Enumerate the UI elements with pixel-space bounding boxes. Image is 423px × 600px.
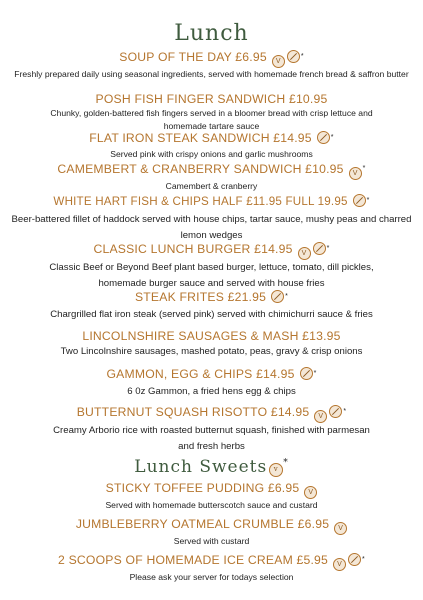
item-description: Classic Beef or Beyond Beef plant based burger, lettuce, tomato, dill pickles, homemade burger sauce and served with house fries	[49, 262, 374, 289]
sweets-title	[0, 457, 423, 477]
star-marker: *	[362, 556, 365, 563]
item-description: Creamy Arborio rice with roasted butternut squash, finished with parmesan and fresh herbs	[53, 425, 370, 452]
item-name: POSH FISH FINGER SANDWICH £10.95	[95, 92, 328, 106]
gluten-free-icon	[353, 194, 366, 207]
star-marker: *	[313, 370, 317, 377]
menu-item-fish-and-chips	[6, 193, 417, 244]
menu-item-risotto	[6, 404, 417, 455]
item-description: Freshly prepared daily using seasonal ingredients, served with homemade french bread & saffron butter	[14, 69, 409, 79]
menu-item-gammon	[6, 366, 417, 400]
star-marker: *	[343, 408, 347, 415]
gluten-free-icon	[348, 553, 361, 566]
menu-item-steak-frites	[6, 289, 417, 323]
vegetarian-icon: V	[298, 247, 311, 260]
item-name: GAMMON, EGG & CHIPS £14.95	[106, 367, 295, 381]
menu-item-camembert-sandwich	[6, 161, 417, 193]
item-name: FLAT IRON STEAK SANDWICH £14.95	[89, 131, 312, 145]
menu-item-flat-iron-steak-sandwich	[6, 130, 417, 161]
item-description: Please ask your server for todays selection	[129, 572, 294, 582]
star-marker: *	[285, 293, 289, 300]
vegetarian-icon: V	[334, 522, 347, 535]
item-name: CAMEMBERT & CRANBERRY SANDWICH £10.95	[57, 162, 344, 176]
item-name: STICKY TOFFEE PUDDING £6.95	[105, 481, 300, 495]
gluten-free-icon	[287, 50, 300, 63]
item-description: Chargrilled flat iron steak (served pink) served with chimichurri sauce & fries	[50, 309, 373, 320]
star-marker: *	[300, 53, 304, 60]
menu-item-lunch-burger	[6, 241, 417, 292]
item-name: WHITE HART FISH & CHIPS HALF £11.95 FULL 19.95	[53, 195, 348, 208]
vegetarian-icon: V	[333, 558, 346, 571]
item-description: Two Lincolnshire sausages, mashed potato, peas, gravy & crisp onions	[60, 346, 363, 357]
item-description: Camembert & cranberry	[165, 181, 258, 191]
menu-title: Lunch	[174, 21, 249, 46]
menu-item-sausages-and-mash	[6, 328, 417, 360]
item-name: STEAK FRITES £21.95	[134, 290, 267, 304]
sweet-item-crumble	[6, 516, 417, 548]
item-description: Chunky, golden-battered fish fingers served in a bloomer bread with crisp lettuce and homemade tartare sauce	[50, 108, 373, 131]
gluten-free-icon	[317, 131, 330, 144]
gluten-free-icon	[329, 405, 342, 418]
item-name: 2 SCOOPS OF HOMEMADE ICE CREAM £5.95	[58, 553, 329, 567]
star-marker: *	[283, 458, 289, 468]
sweet-item-sticky-toffee	[6, 480, 417, 512]
item-description: Beer-battered fillet of haddock served with house chips, tartar sauce, mushy peas and charred lemon wedges	[11, 214, 412, 241]
star-marker: *	[366, 197, 370, 204]
item-name: BUTTERNUT SQUASH RISOTTO £14.95	[76, 405, 310, 419]
item-name: CLASSIC LUNCH BURGER £14.95	[93, 242, 293, 256]
menu-item-soup	[6, 49, 417, 81]
star-marker: *	[330, 134, 334, 141]
vegetarian-icon: V	[304, 486, 317, 499]
item-name: JUMBLEBERRY OATMEAL CRUMBLE £6.95	[75, 517, 330, 531]
star-marker: *	[362, 165, 366, 172]
item-name: LINCOLNSHIRE SAUSAGES & MASH £13.95	[82, 329, 341, 343]
item-description: Served pink with crispy onions and garlic mushrooms	[110, 149, 313, 159]
item-description: Served with homemade butterscotch sauce and custard	[105, 500, 318, 510]
vegetarian-icon: V	[272, 55, 285, 68]
gluten-free-icon	[313, 242, 326, 255]
item-description: 6 0z Gammon, a fried hens egg & chips	[127, 386, 296, 397]
vegetarian-icon: v	[269, 463, 283, 477]
item-name: SOUP OF THE DAY £6.95	[119, 50, 267, 64]
gluten-free-icon	[271, 290, 284, 303]
gluten-free-icon	[300, 367, 313, 380]
sweets-title-text: Lunch Sweets	[134, 457, 268, 477]
sweet-item-ice-cream	[6, 552, 417, 584]
star-marker: *	[326, 245, 330, 252]
vegetarian-icon: V	[349, 167, 362, 180]
item-description: Served with custard	[173, 536, 250, 546]
menu-item-fish-finger-sandwich	[6, 91, 417, 133]
vegetarian-icon: V	[314, 410, 327, 423]
